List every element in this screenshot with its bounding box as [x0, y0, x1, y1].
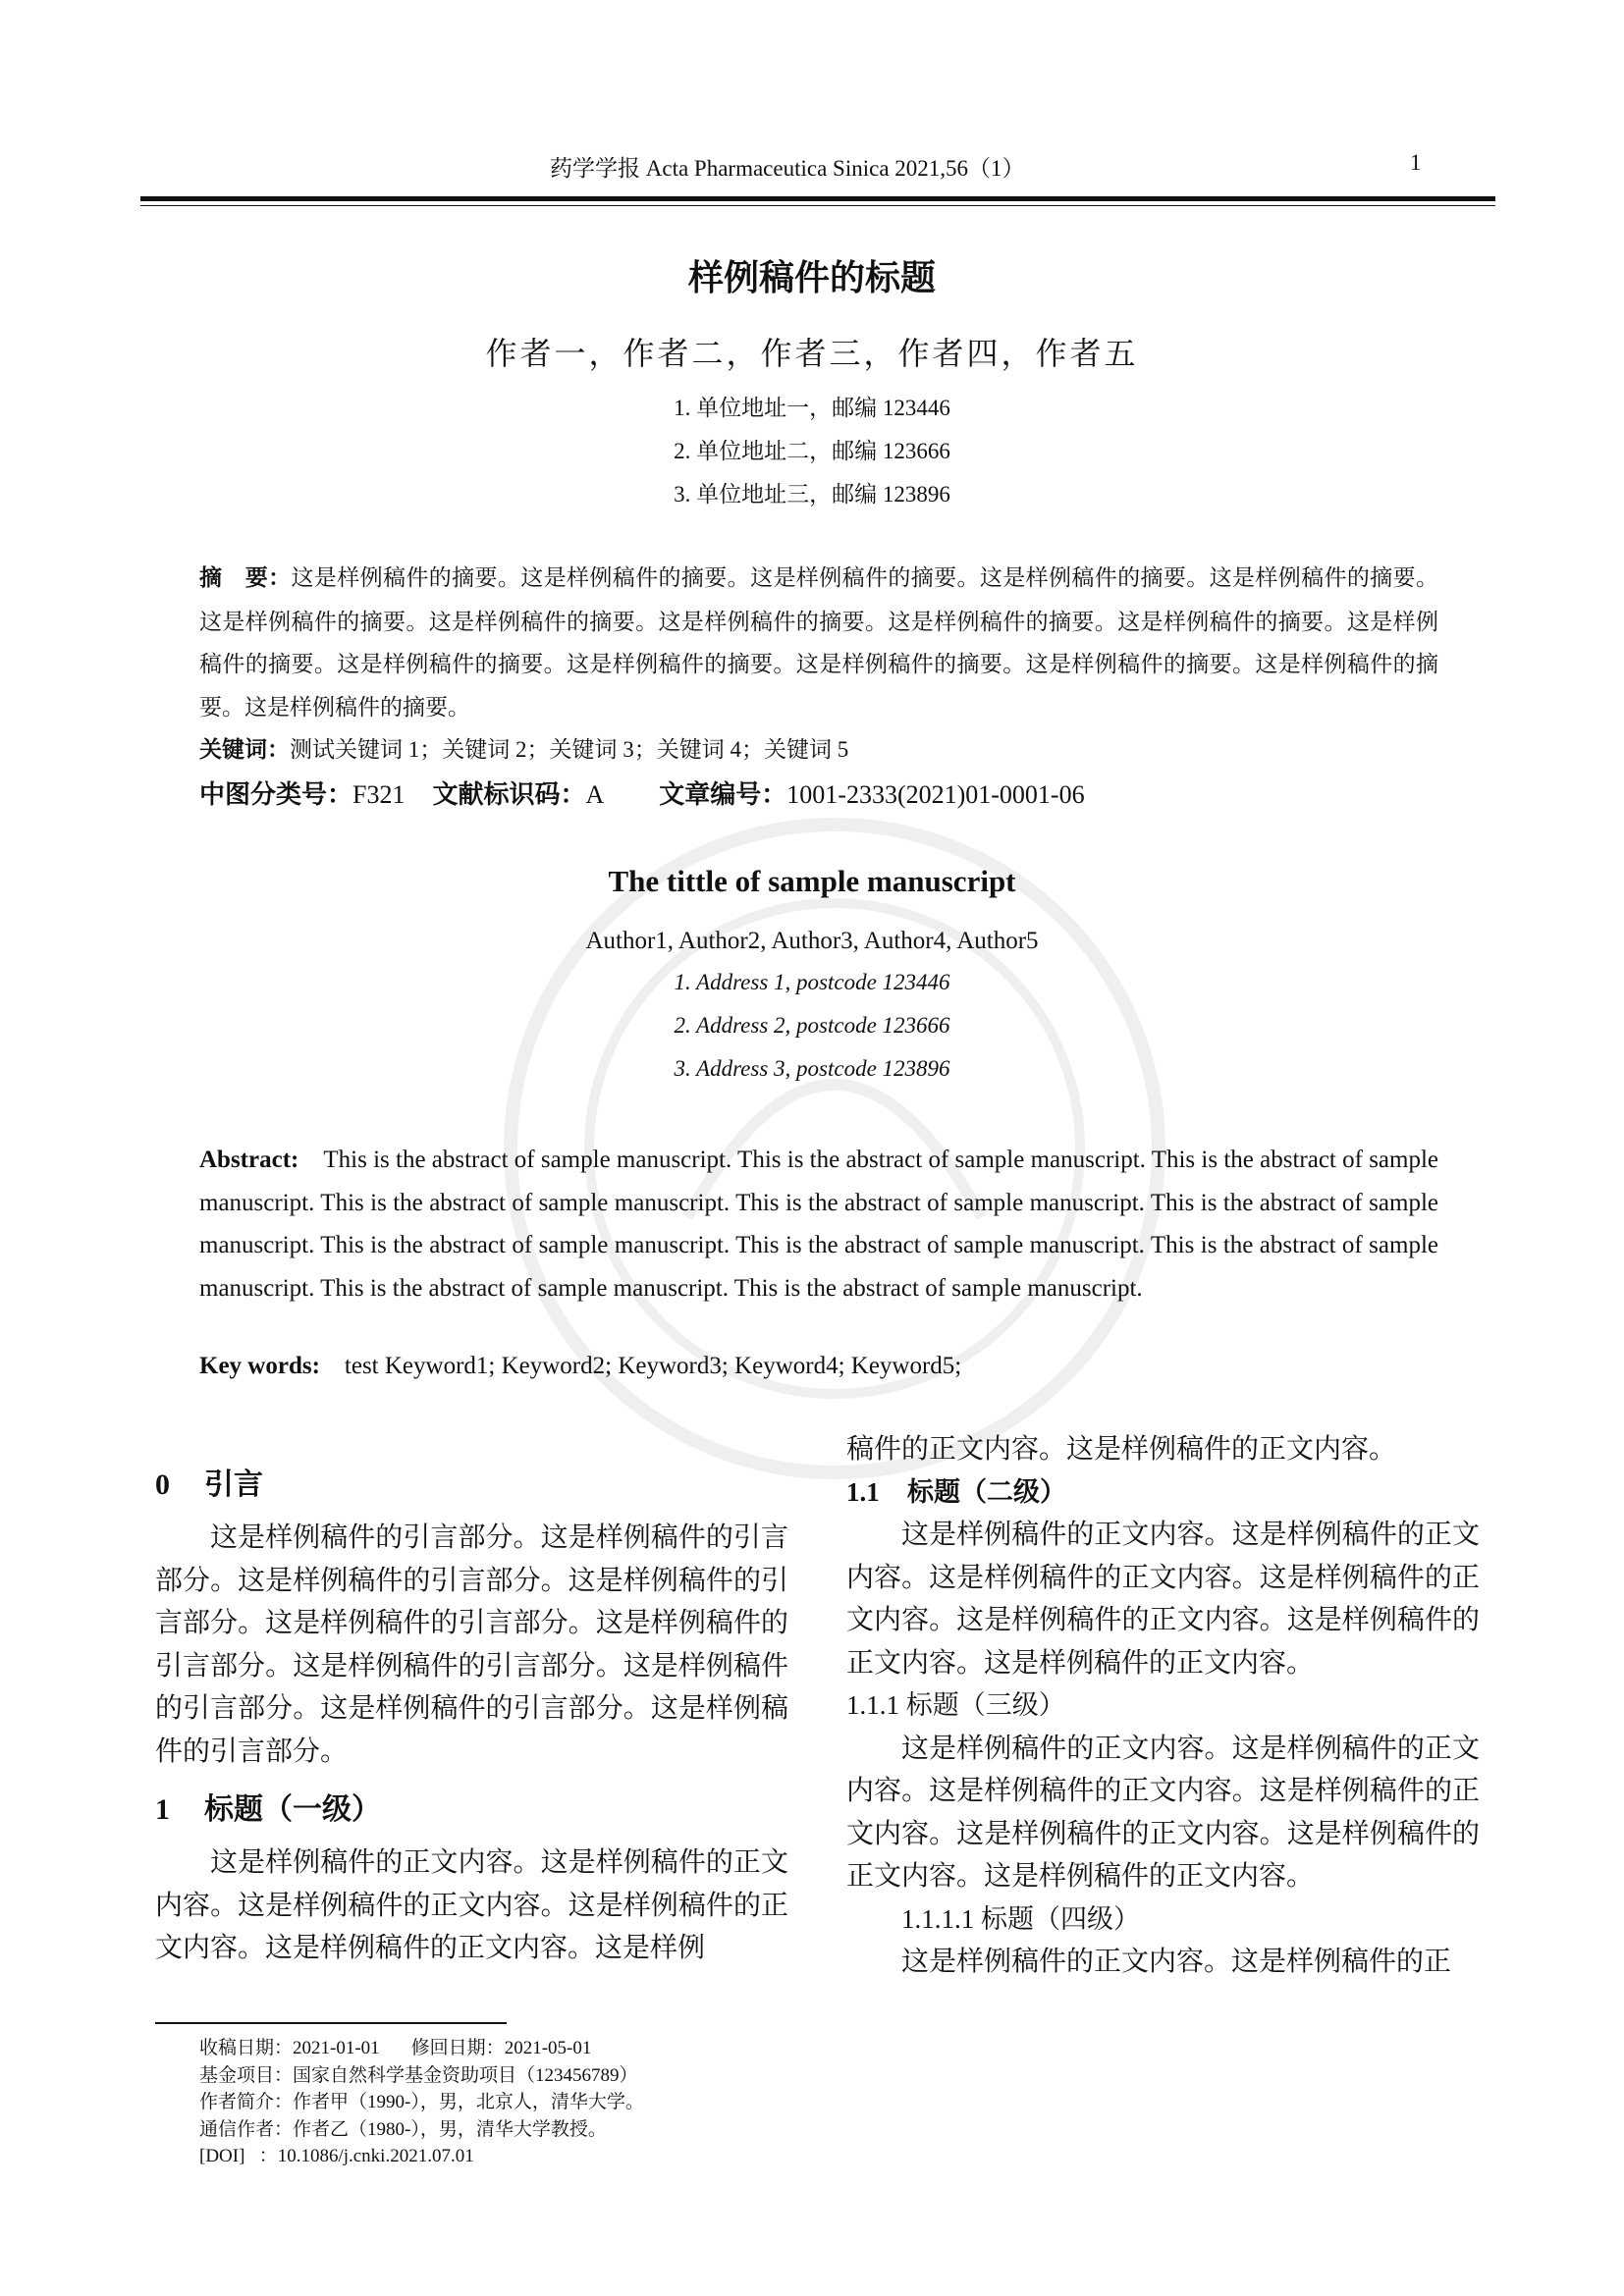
- running-header: 药学学报 Acta Pharmaceutica Sinica 2021,56（1）: [550, 156, 1025, 181]
- abstract-text-cn: 这是样例稿件的摘要。这是样例稿件的摘要。这是样例稿件的摘要。这是样例稿件的摘要。这是样例稿件的摘要。这是样例稿件的摘要。这是样例稿件的摘要。这是样例稿件的摘要。这是样例稿件的摘要。这是样例稿件的摘要。这是样例稿件的摘要。这是样例稿件的摘要。这是样例稿件的摘要。这是样例稿件的摘要。这是样例稿件的摘要。这是样例稿件的摘要。这是样例稿件的摘要。: [199, 565, 1439, 720]
- affiliation-en-3: 3. Address 3, postcode 123896: [674, 1056, 950, 1081]
- revised-date: 2021-05-01: [504, 2038, 592, 2058]
- affiliation-cn-2: 2. 单位地址二，邮编 123666: [674, 439, 950, 463]
- keywords-en: [199, 1353, 961, 1380]
- section-1-paragraph: 这是样例稿件的正文内容。这是样例稿件的正文内容。这是样例稿件的正文内容。这是样例稿件的正文内容。这是样例稿件的正文内容。这是样例: [155, 1847, 788, 1963]
- header-rule-thin: [140, 205, 1495, 206]
- section-number: 1.1: [846, 1476, 880, 1507]
- keywords-label-en: Key words:: [199, 1353, 320, 1379]
- body-column-left: [155, 1460, 788, 1970]
- section-title: 标题（一级）: [204, 1792, 381, 1827]
- page-number: 1: [1410, 150, 1422, 175]
- continued-paragraph: 稿件的正文内容。这是样例稿件的正文内容。: [846, 1434, 1397, 1465]
- paper-title-cn: 样例稿件的标题: [687, 258, 936, 298]
- clc-value: F321: [352, 780, 406, 809]
- revised-label: 修回日期：: [410, 2038, 505, 2058]
- footnote-dates: [199, 2035, 644, 2062]
- section-1-1-paragraph: 这是样例稿件的正文内容。这是样例稿件的正文内容。这是样例稿件的正文内容。这是样例稿件的正文内容。这是样例稿件的正文内容。这是样例稿件的正文内容。这是样例稿件的正文内容。: [846, 1520, 1480, 1679]
- author-list-cn: 作者一，作者二，作者三，作者四，作者五: [485, 336, 1139, 371]
- keywords-text-cn: 测试关键词 1；关键词 2；关键词 3；关键词 4；关键词 5: [290, 737, 849, 762]
- affiliation-en-1: 1. Address 1, postcode 123446: [674, 970, 950, 994]
- abstract-cn: [199, 557, 1438, 728]
- abstract-label-en: Abstract:: [199, 1147, 299, 1173]
- abstract-label-cn: 摘 要：: [199, 565, 292, 591]
- article-no-label: 文章编号：: [659, 780, 787, 810]
- article-no-value: 1001-2333(2021)01-0001-06: [786, 780, 1085, 809]
- footnotes: [199, 2035, 644, 2170]
- keywords-text-en: test Keyword1; Keyword2; Keyword3; Keyword4; Keyword5;: [344, 1353, 962, 1379]
- section-heading-1-1-1-1: 1.1.1.1 标题（四级）: [901, 1903, 1140, 1934]
- keywords-cn: [199, 731, 848, 764]
- footnote-fund: 基金项目：国家自然科学基金资助项目（123456789）: [199, 2064, 638, 2086]
- footnote-corresponding: 通信作者：作者乙（1980-），男，清华大学教授。: [199, 2118, 607, 2140]
- received-label: 收稿日期：: [199, 2038, 294, 2058]
- doc-code-value: A: [585, 780, 605, 809]
- section-number: 0: [155, 1468, 170, 1501]
- section-number: 1: [155, 1793, 170, 1826]
- affiliation-cn-3: 3. 单位地址三，邮编 123896: [674, 482, 950, 507]
- footnote-rule: [155, 2022, 507, 2024]
- body-column-right: [846, 1428, 1480, 1984]
- doi-link[interactable]: ：10.1086/j.cnki.2021.07.01: [258, 2146, 474, 2166]
- author-list-en: Author1, Author2, Author3, Author4, Author5: [585, 928, 1039, 954]
- section-title: 标题（二级）: [907, 1476, 1066, 1507]
- section-1-1-1-paragraph: 这是样例稿件的正文内容。这是样例稿件的正文内容。这是样例稿件的正文内容。这是样例稿件的正文内容。这是样例稿件的正文内容。这是样例稿件的正文内容。这是样例稿件的正文内容。: [846, 1733, 1480, 1892]
- section-title: 引言: [204, 1468, 263, 1502]
- section-heading-1-1: [846, 1471, 1480, 1515]
- received-date: 2021-01-01: [293, 2038, 380, 2058]
- introduction-paragraph: 这是样例稿件的引言部分。这是样例稿件的引言部分。这是样例稿件的引言部分。这是样例稿件的引言部分。这是样例稿件的引言部分。这是样例稿件的引言部分。这是样例稿件的引言部分。这是样例稿件的引言部分。这是样例稿件的引言部分。这是样例稿件的引言部分。: [155, 1522, 788, 1767]
- section-heading-1: [155, 1785, 788, 1836]
- footnote-doi: [199, 2143, 644, 2170]
- paper-title-en: The tittle of sample manuscript: [608, 864, 1016, 898]
- header-rule: [140, 196, 1495, 201]
- section-heading-0: [155, 1460, 788, 1511]
- doi-label: [DOI]: [199, 2146, 245, 2166]
- abstract-text-en: This is the abstract of sample manuscript. This is the abstract of sample manuscript. This is the abstract of sample manuscript. This is the abstract of sample manuscript. This is the abstract of sample manuscript. This is the abstract of sample manuscript. This is the abstract of sample manuscript. This is the abstract of sample manuscript. This is the abstract of sample manuscript. This is the abstract of sample manuscript. This is the abstract of sample manuscript.: [199, 1147, 1439, 1302]
- footnote-author-bio: 作者简介：作者甲（1990-），男，北京人，清华大学。: [199, 2092, 644, 2112]
- doc-code-label: 文献标识码：: [432, 780, 586, 810]
- affiliation-en-2: 2. Address 2, postcode 123666: [674, 1013, 950, 1038]
- clc-label: 中图分类号：: [199, 780, 353, 810]
- section-heading-1-1-1: 1.1.1 标题（三级）: [846, 1690, 1065, 1720]
- classification-row: [199, 774, 1085, 811]
- affiliation-cn-1: 1. 单位地址一，邮编 123446: [674, 396, 950, 420]
- keywords-label-cn: 关键词：: [199, 737, 290, 763]
- section-1-1-1-1-paragraph: 这是样例稿件的正文内容。这是样例稿件的正: [901, 1947, 1452, 1977]
- abstract-en: [199, 1139, 1438, 1309]
